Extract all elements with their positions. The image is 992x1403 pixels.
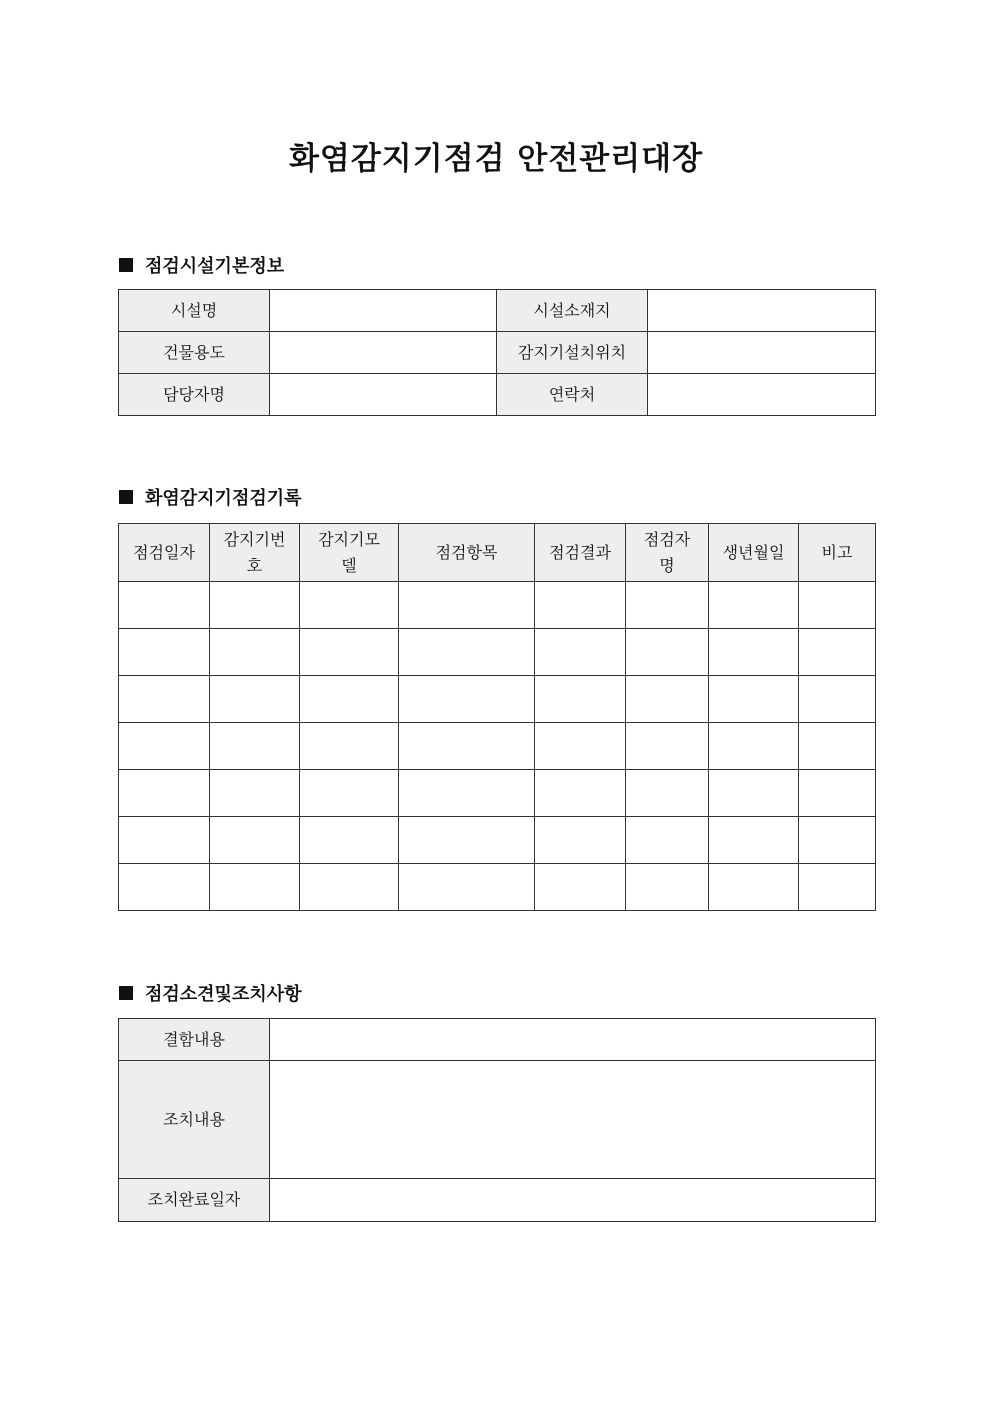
square-bullet-icon [119,986,133,1000]
record-cell[interactable] [399,723,535,770]
table-row [119,290,876,332]
inspection-record-table [118,523,876,911]
column-header-line: 비고 [821,542,853,562]
table-row [119,817,876,864]
record-cell[interactable] [210,864,300,911]
column-header-inspection-result [535,524,626,582]
table-row [119,1179,876,1222]
column-header-birth-date [709,524,799,582]
record-cell[interactable] [300,817,399,864]
record-cell[interactable] [300,676,399,723]
record-cell[interactable] [399,770,535,817]
record-cell[interactable] [626,582,709,629]
column-header-detector-number [210,524,300,582]
record-cell[interactable] [799,817,876,864]
record-cell[interactable] [210,676,300,723]
findings-heading [119,981,302,1005]
column-header-line: 명 [659,555,675,575]
record-cell[interactable] [799,676,876,723]
column-header-remarks [799,524,876,582]
record-cell[interactable] [626,629,709,676]
record-cell[interactable] [626,723,709,770]
record-cell[interactable] [300,864,399,911]
action-completion-date-field[interactable] [270,1179,876,1222]
record-cell[interactable] [709,723,799,770]
table-row [119,629,876,676]
detector-location-field[interactable] [648,332,876,374]
column-header-date [119,524,210,582]
record-cell[interactable] [626,676,709,723]
record-cell[interactable] [709,582,799,629]
record-cell[interactable] [535,582,626,629]
document-title: 화염감지기점검 안전관리대장 [288,141,704,177]
table-header-row [119,524,876,582]
manager-name-field[interactable] [270,374,497,416]
table-row [119,1019,876,1061]
column-header-inspector-name [626,524,709,582]
record-cell[interactable] [709,629,799,676]
action-content-field[interactable] [270,1061,876,1179]
record-cell[interactable] [399,817,535,864]
record-cell[interactable] [119,723,210,770]
record-cell[interactable] [626,864,709,911]
record-cell[interactable] [626,817,709,864]
column-header-line: 감지기모 [318,529,380,549]
record-cell[interactable] [210,723,300,770]
basic-info-table [118,289,876,416]
record-cell[interactable] [799,582,876,629]
record-cell[interactable] [300,629,399,676]
table-row [119,332,876,374]
record-cell[interactable] [709,770,799,817]
record-body [119,582,876,911]
facility-name-label: 시설명 [119,290,270,332]
table-row [119,374,876,416]
record-cell[interactable] [799,770,876,817]
column-header-line: 점검항목 [435,542,498,562]
record-cell[interactable] [535,629,626,676]
contact-field[interactable] [648,374,876,416]
record-cell[interactable] [119,629,210,676]
column-header-line: 점검일자 [133,542,195,562]
findings-heading-text: 점검소견및조치사항 [145,984,302,1005]
record-cell[interactable] [210,629,300,676]
table-row [119,676,876,723]
column-header-inspection-item [399,524,535,582]
table-row [119,1061,876,1179]
column-header-line: 델 [341,555,357,575]
record-cell[interactable] [799,723,876,770]
record-cell[interactable] [119,864,210,911]
square-bullet-icon [119,490,133,504]
record-cell[interactable] [799,864,876,911]
record-cell[interactable] [119,582,210,629]
table-row [119,582,876,629]
record-heading [119,485,302,509]
column-header-line: 점검결과 [549,542,611,562]
column-header-detector-model [300,524,399,582]
building-use-field[interactable] [270,332,497,374]
record-cell[interactable] [399,582,535,629]
findings-table [118,1018,876,1222]
record-cell[interactable] [119,770,210,817]
detector-location-label: 감지기설치위치 [497,332,648,374]
table-row [119,864,876,911]
record-cell[interactable] [119,817,210,864]
action-content-label: 조치내용 [119,1061,270,1179]
defect-content-field[interactable] [270,1019,876,1061]
record-cell[interactable] [535,676,626,723]
manager-name-label: 담당자명 [119,374,270,416]
record-cell[interactable] [626,770,709,817]
action-completion-date-label: 조치완료일자 [119,1179,270,1222]
column-header-line: 점검자 [643,529,691,549]
table-row [119,723,876,770]
record-cell[interactable] [709,864,799,911]
record-cell[interactable] [709,817,799,864]
record-cell[interactable] [799,629,876,676]
record-cell[interactable] [535,864,626,911]
square-bullet-icon [119,258,133,272]
basic-info-heading-text: 점검시설기본정보 [145,256,285,277]
record-cell[interactable] [210,770,300,817]
record-cell[interactable] [535,817,626,864]
record-cell[interactable] [210,582,300,629]
column-header-line: 호 [246,555,263,575]
record-cell[interactable] [119,676,210,723]
record-cell[interactable] [300,723,399,770]
building-use-label: 건물용도 [119,332,270,374]
record-cell[interactable] [535,770,626,817]
record-heading-text: 화염감지기점검기록 [145,488,302,509]
record-cell[interactable] [709,676,799,723]
record-cell[interactable] [300,770,399,817]
column-header-line: 감지기번 [223,529,286,549]
defect-content-label: 결함내용 [119,1019,270,1061]
record-cell[interactable] [399,629,535,676]
record-cell[interactable] [300,582,399,629]
contact-label: 연락처 [497,374,648,416]
table-row [119,770,876,817]
column-header-line: 생년월일 [722,542,785,562]
record-cell[interactable] [210,817,300,864]
record-cell[interactable] [535,723,626,770]
facility-location-field[interactable] [648,290,876,332]
record-cell[interactable] [399,676,535,723]
record-cell[interactable] [399,864,535,911]
facility-location-label: 시설소재지 [497,290,648,332]
basic-info-heading [119,253,284,277]
facility-name-field[interactable] [270,290,497,332]
